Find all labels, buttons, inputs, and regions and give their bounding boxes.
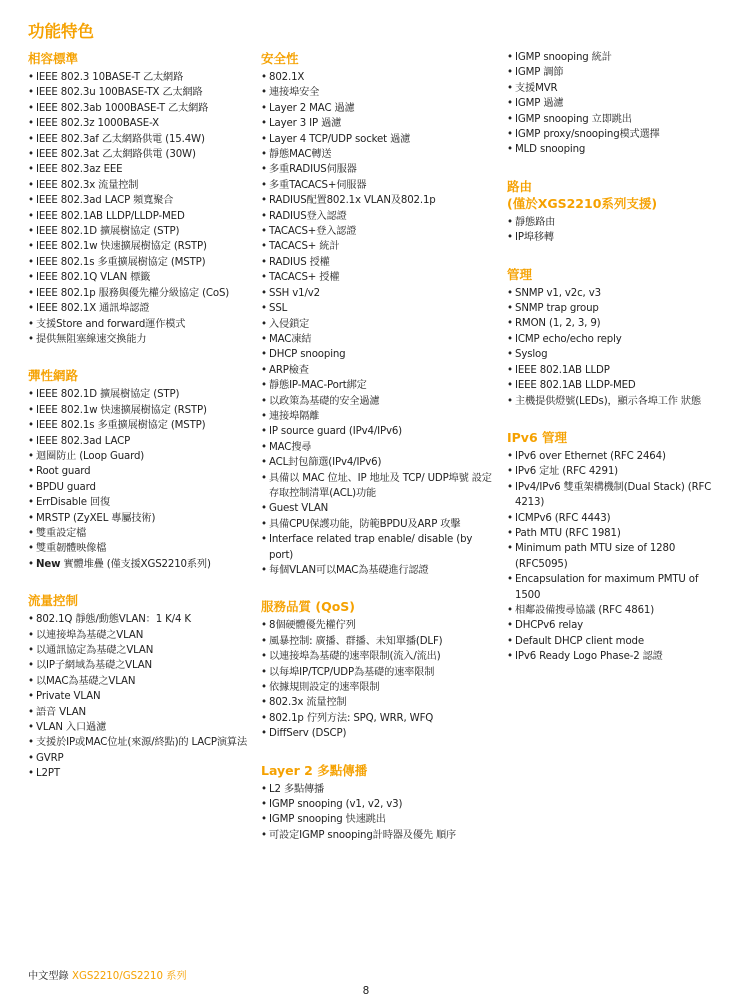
list-item: • 支援於IP或MAC位址(來源/終點)的 LACP演算法	[28, 735, 253, 750]
list-item: • 靜態路由	[507, 215, 712, 230]
section-ipv6	[507, 429, 712, 665]
section-routing	[507, 178, 712, 246]
list-item: • IP埠移轉	[507, 230, 712, 245]
list-item: • 以IP子網域為基礎之VLAN	[28, 658, 253, 673]
list-item: • TACACS+ 統計	[261, 239, 497, 254]
list-item: • IEEE 802.3ad LACP 頻寬聚合	[28, 193, 253, 208]
list-item: • 以政策為基礎的安全過濾	[261, 394, 497, 409]
list-item: • IGMP 調節	[507, 65, 712, 80]
column-left	[28, 50, 253, 802]
list-item: • MAC凍結	[261, 332, 497, 347]
list-item: • 支援MVR	[507, 81, 712, 96]
list-item: • 支援Store and forward運作模式	[28, 317, 253, 332]
list-item: • IEEE 802.3z 1000BASE-X	[28, 116, 253, 131]
list-item: • TACACS+登入認證	[261, 224, 497, 239]
list-item: • 迴圈防止 (Loop Guard)	[28, 449, 253, 464]
feature-list	[261, 70, 497, 578]
list-item: • 8個硬體優先權佇列	[261, 618, 497, 633]
list-item: • RADIUS登入認證	[261, 209, 497, 224]
list-item: • 主機提供燈號(LEDs)，顯示各埠工作 狀態	[507, 394, 712, 409]
list-item: • IEEE 802.1X 通訊埠認證	[28, 301, 253, 316]
list-item: • 以每埠IP/TCP/UDP為基礎的速率限制	[261, 665, 497, 680]
list-item: • DHCP snooping	[261, 347, 497, 362]
feature-list	[261, 618, 497, 741]
list-item: • IEEE 802.3ad LACP	[28, 434, 253, 449]
list-item: • IGMP proxy/snooping模式選擇	[507, 127, 712, 142]
section-multicast-continued	[507, 50, 712, 158]
list-item: • ErrDisable 回復	[28, 495, 253, 510]
footer-prefix: 中文型錄	[28, 971, 72, 982]
list-item: • 多重TACACS+伺服器	[261, 178, 497, 193]
list-item: • Interface related trap enable/ disable (by port)	[261, 532, 497, 563]
list-item-text: 實體堆疊 (僅支援XGS2210系列)	[60, 558, 211, 570]
list-item: • IGMP snooping 統計	[507, 50, 712, 65]
feature-list	[507, 50, 712, 158]
list-item: • 802.1Q 靜態/動態VLAN：1 K/4 K	[28, 612, 253, 627]
list-item: • IEEE 802.1AB LLDP	[507, 363, 712, 378]
list-item: • MAC搜尋	[261, 440, 497, 455]
section-title: 流量控制	[28, 593, 79, 609]
list-item: • IEEE 802.1AB LLDP-MED	[507, 378, 712, 393]
list-item: • Layer 4 TCP/UDP socket 過濾	[261, 132, 497, 147]
list-item: • IEEE 802.1AB LLDP/LLDP-MED	[28, 209, 253, 224]
section-title: 安全性	[261, 51, 299, 66]
list-item: • IEEE 802.1D 擴展樹協定 (STP)	[28, 224, 253, 239]
list-item: • IEEE 802.3x 流量控制	[28, 178, 253, 193]
list-item: • 802.1X	[261, 70, 497, 85]
section-security	[261, 50, 497, 578]
list-item: • L2PT	[28, 766, 253, 781]
list-item: • 以通訊協定為基礎之VLAN	[28, 643, 253, 658]
list-item: • L2 多點傳播	[261, 782, 497, 797]
list-item: • IEEE 802.1Q VLAN 標籤	[28, 270, 253, 285]
section-qos	[261, 598, 497, 741]
list-item: • 可設定IGMP snooping計時器及優先 順序	[261, 828, 497, 843]
list-item: • 802.1p 佇列方法: SPQ, WRR, WFQ	[261, 711, 497, 726]
list-item: • MRSTP (ZyXEL 專屬技術)	[28, 511, 253, 526]
list-item: • 以連接埠為基礎的速率限制(流入/流出)	[261, 649, 497, 664]
list-item: • IEEE 802.1s 多重擴展樹協定 (MSTP)	[28, 255, 253, 270]
list-item: • IEEE 802.1p 服務與優先權分級協定 (CoS)	[28, 286, 253, 301]
list-item: • ARP檢查	[261, 363, 497, 378]
list-item: • IEEE 802.1s 多重擴展樹協定 (MSTP)	[28, 418, 253, 433]
list-item: • 以連接埠為基礎之VLAN	[28, 628, 253, 643]
list-item: • 風暴控制: 廣播、群播、未知單播(DLF)	[261, 634, 497, 649]
list-item: • ICMPv6 (RFC 4443)	[507, 511, 712, 526]
list-item: • 提供無阻塞線速交換能力	[28, 332, 253, 347]
list-item: • Root guard	[28, 464, 253, 479]
section-multicast	[261, 762, 497, 844]
list-item: • 語音 VLAN	[28, 705, 253, 720]
list-item: • SSH v1/v2	[261, 286, 497, 301]
list-item: • DHCPv6 relay	[507, 618, 712, 633]
list-item: • Path MTU (RFC 1981)	[507, 526, 712, 541]
list-item: • IEEE 802.1w 快速擴展樹協定 (RSTP)	[28, 239, 253, 254]
column-middle	[261, 50, 497, 863]
list-item: • IPv4/IPv6 雙重架構機制(Dual Stack) (RFC 4213)	[507, 480, 712, 511]
section-title: 相容標準	[28, 51, 79, 66]
new-label: New	[36, 558, 61, 570]
list-item: • IPv6 over Ethernet (RFC 2464)	[507, 449, 712, 464]
page-number: 8	[362, 985, 370, 997]
feature-list-extra	[28, 557, 253, 572]
list-item: • RMON (1, 2, 3, 9)	[507, 316, 712, 331]
list-item: • IGMP snooping 立即跳出	[507, 112, 712, 127]
list-item: • IEEE 802.3af 乙太網路供電 (15.4W)	[28, 132, 253, 147]
list-item: • IEEE 802.1D 擴展樹協定 (STP)	[28, 387, 253, 402]
list-item: • Encapsulation for maximum PMTU of 1500	[507, 572, 712, 603]
list-item: • 相鄰設備搜尋協議 (RFC 4861)	[507, 603, 712, 618]
list-item: • 以MAC為基礎之VLAN	[28, 674, 253, 689]
list-item: • RADIUS 授權	[261, 255, 497, 270]
list-item: • RADIUS配置802.1x VLAN及802.1p	[261, 193, 497, 208]
list-item	[28, 557, 253, 572]
list-item: • 每個VLAN可以MAC為基礎進行認證	[261, 563, 497, 578]
list-item: • IEEE 802.3at 乙太網路供電 (30W)	[28, 147, 253, 162]
list-item: • IPv6 定址 (RFC 4291)	[507, 464, 712, 479]
section-standards	[28, 50, 253, 347]
list-item: • ICMP echo/echo reply	[507, 332, 712, 347]
list-item: • Syslog	[507, 347, 712, 362]
list-item: • IEEE 802.3 10BASE-T 乙太網路	[28, 70, 253, 85]
list-item: • DiffServ (DSCP)	[261, 726, 497, 741]
list-item: • 靜態MAC轉送	[261, 147, 497, 162]
list-item: • IGMP 過濾	[507, 96, 712, 111]
list-item: • ACL封包篩選(IPv4/IPv6)	[261, 455, 497, 470]
list-item: • 具備CPU保護功能，防範BPDU及ARP 攻擊	[261, 517, 497, 532]
section-title: Layer 2 多點傳播	[261, 762, 368, 778]
page-title: 功能特色	[28, 22, 94, 41]
list-item: • IEEE 802.3u 100BASE-TX 乙太網路	[28, 85, 253, 100]
list-item: • 入侵鎖定	[261, 317, 497, 332]
list-item: • SSL	[261, 301, 497, 316]
list-item: • 雙重設定檔	[28, 526, 253, 541]
list-item: • 具備以 MAC 位址、IP 地址及 TCP/ UDP埠號 設定存取控制清單(ACL)功能	[261, 471, 497, 502]
list-item: • MLD snooping	[507, 142, 712, 157]
section-title: 路由 (僅於XGS2210系列支援)	[507, 178, 658, 211]
list-item: • IGMP snooping (v1, v2, v3)	[261, 797, 497, 812]
section-title: 服務品質 (QoS)	[261, 599, 355, 615]
list-item: • SNMP v1, v2c, v3	[507, 286, 712, 301]
list-item: • BPDU guard	[28, 480, 253, 495]
list-item: • 靜態IP-MAC-Port綁定	[261, 378, 497, 393]
footer-series: XGS2210/GS2210 系列	[72, 971, 187, 982]
list-item: • Minimum path MTU size of 1280 (RFC5095)	[507, 541, 712, 572]
footer-catalog-label	[28, 967, 187, 982]
section-title: IPv6 管理	[507, 429, 568, 445]
list-item: • IGMP snooping 快速跳出	[261, 812, 497, 827]
section-traffic-control	[28, 592, 253, 781]
list-item: • 依據規則設定的速率限制	[261, 680, 497, 695]
list-item: • IEEE 802.3ab 1000BASE-T 乙太網路	[28, 101, 253, 116]
list-item: • 連接埠安全	[261, 85, 497, 100]
list-item: • Layer 2 MAC 過濾	[261, 101, 497, 116]
section-resilience	[28, 367, 253, 572]
feature-list	[261, 782, 497, 844]
list-item: • SNMP trap group	[507, 301, 712, 316]
feature-list	[507, 286, 712, 409]
column-right	[507, 50, 712, 685]
list-item: • IEEE 802.1w 快速擴展樹協定 (RSTP)	[28, 403, 253, 418]
feature-list	[507, 449, 712, 665]
list-item: • IP source guard (IPv4/IPv6)	[261, 424, 497, 439]
list-item: • 雙重韌體映像檔	[28, 541, 253, 556]
feature-list	[28, 387, 253, 556]
list-item: • Guest VLAN	[261, 501, 497, 516]
list-item: • VLAN 入口過濾	[28, 720, 253, 735]
list-item: • 多重RADIUS伺服器	[261, 162, 497, 177]
feature-list	[28, 612, 253, 781]
list-item: • 802.3x 流量控制	[261, 695, 497, 710]
list-item: • GVRP	[28, 751, 253, 766]
section-title: 管理	[507, 266, 533, 282]
list-item: • Layer 3 IP 過濾	[261, 116, 497, 131]
list-item: • Private VLAN	[28, 689, 253, 704]
list-item: • 連接埠隔離	[261, 409, 497, 424]
section-management	[507, 266, 712, 409]
list-item: • Default DHCP client mode	[507, 634, 712, 649]
feature-list	[28, 70, 253, 347]
section-title: 彈性網路	[28, 368, 79, 384]
list-item: • IEEE 802.3az EEE	[28, 162, 253, 177]
feature-list	[507, 215, 712, 246]
list-item: • TACACS+ 授權	[261, 270, 497, 285]
list-item: • IPv6 Ready Logo Phase-2 認證	[507, 649, 712, 664]
